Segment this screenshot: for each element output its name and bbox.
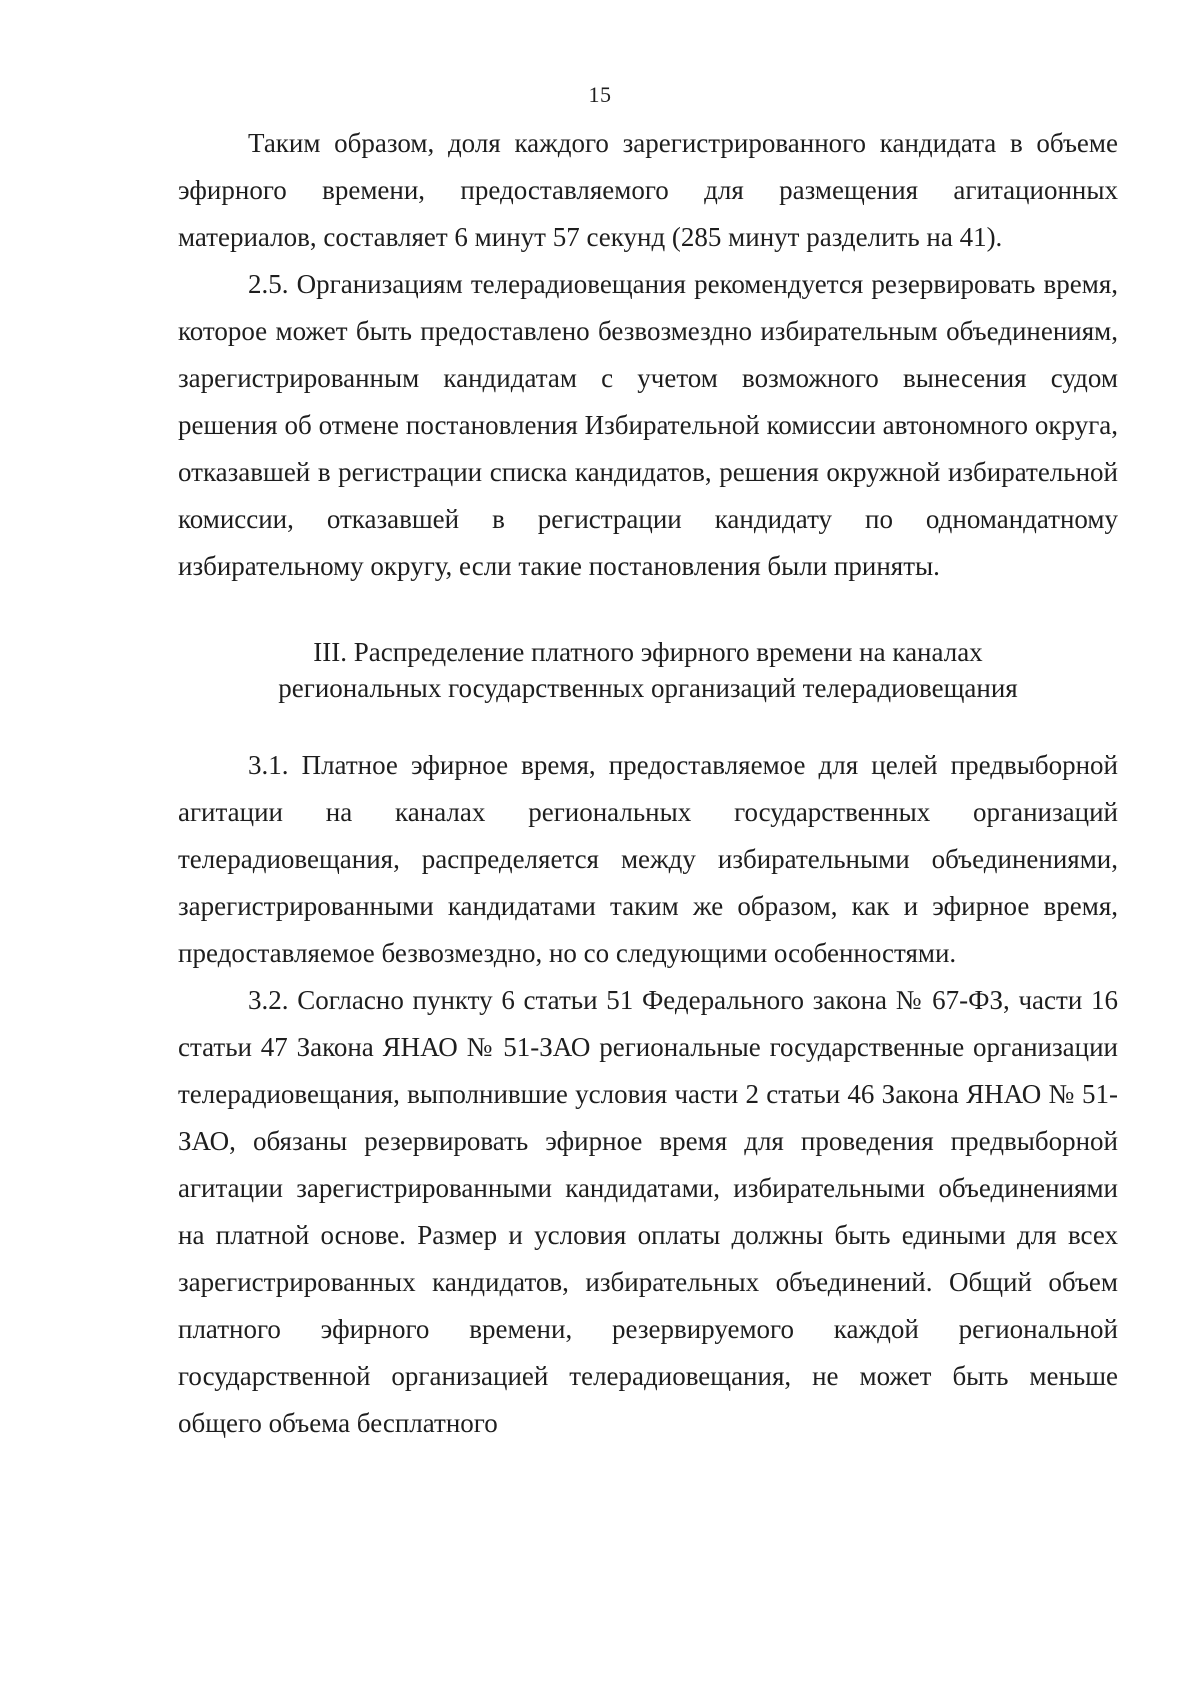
paragraph-3-2-reserve-paid-airtime: 3.2. Согласно пункту 6 статьи 51 Федерального закона № 67-ФЗ, части 16 статьи 47 Закона ЯНАО № 51-ЗАО региональные государственные организации телерадиовещания, выполнившие условия части 2 статьи 46 Закона ЯНАО № 51-ЗАО, обязаны резервировать эфирное время для проведения предвыборной агитации зарегистрированными кандидатами, избирательными объединениями на платной основе. Размер и условия оплаты должны быть едиными для всех зарегистрированных кандидатов, избирательных объединений. Общий объем платного эфирного времени, резервируемого каждой региональной государственной организацией телерадиовещания, не может быть меньше общего объема бесплатного — [178, 985, 1118, 1438]
section-heading-line-2: региональных государственных организаций телерадиовещания — [278, 673, 1018, 703]
section-heading — [178, 634, 1118, 706]
paragraph-3-1-paid-airtime: 3.1. Платное эфирное время, предоставляемое для целей предвыборной агитации на каналах региональных государственных организаций телерадиовещания, распределяется между избирательными объединениями, зарегистрированными кандидатами таким же образом, как и эфирное время, предоставляемое безвозмездно, но со следующими особенностями. — [178, 750, 1118, 968]
paragraph-share-of-airtime: Таким образом, доля каждого зарегистрированного кандидата в объеме эфирного времени, предоставляемого для размещения агитационных материалов, составляет 6 минут 57 секунд (285 минут разделить на 41). — [178, 128, 1118, 252]
paragraph-2-5-reserve-time: 2.5. Организациям телерадиовещания рекомендуется резервировать время, которое может быть предоставлено безвозмездно избирательным объединениям, зарегистрированным кандидатам с учетом возможного вынесения судом решения об отмене постановления Избирательной комиссии автономного округа, отказавшей в регистрации списка кандидатов, решения окружной избирательной комиссии, отказавшей в регистрации кандидату по одномандатному избирательному округу, если такие постановления были приняты. — [178, 269, 1118, 581]
page-number: 15 — [588, 82, 612, 107]
section-heading-line-1: III. Распределение платного эфирного времени на каналах — [313, 637, 983, 667]
document-body — [178, 120, 1118, 1447]
